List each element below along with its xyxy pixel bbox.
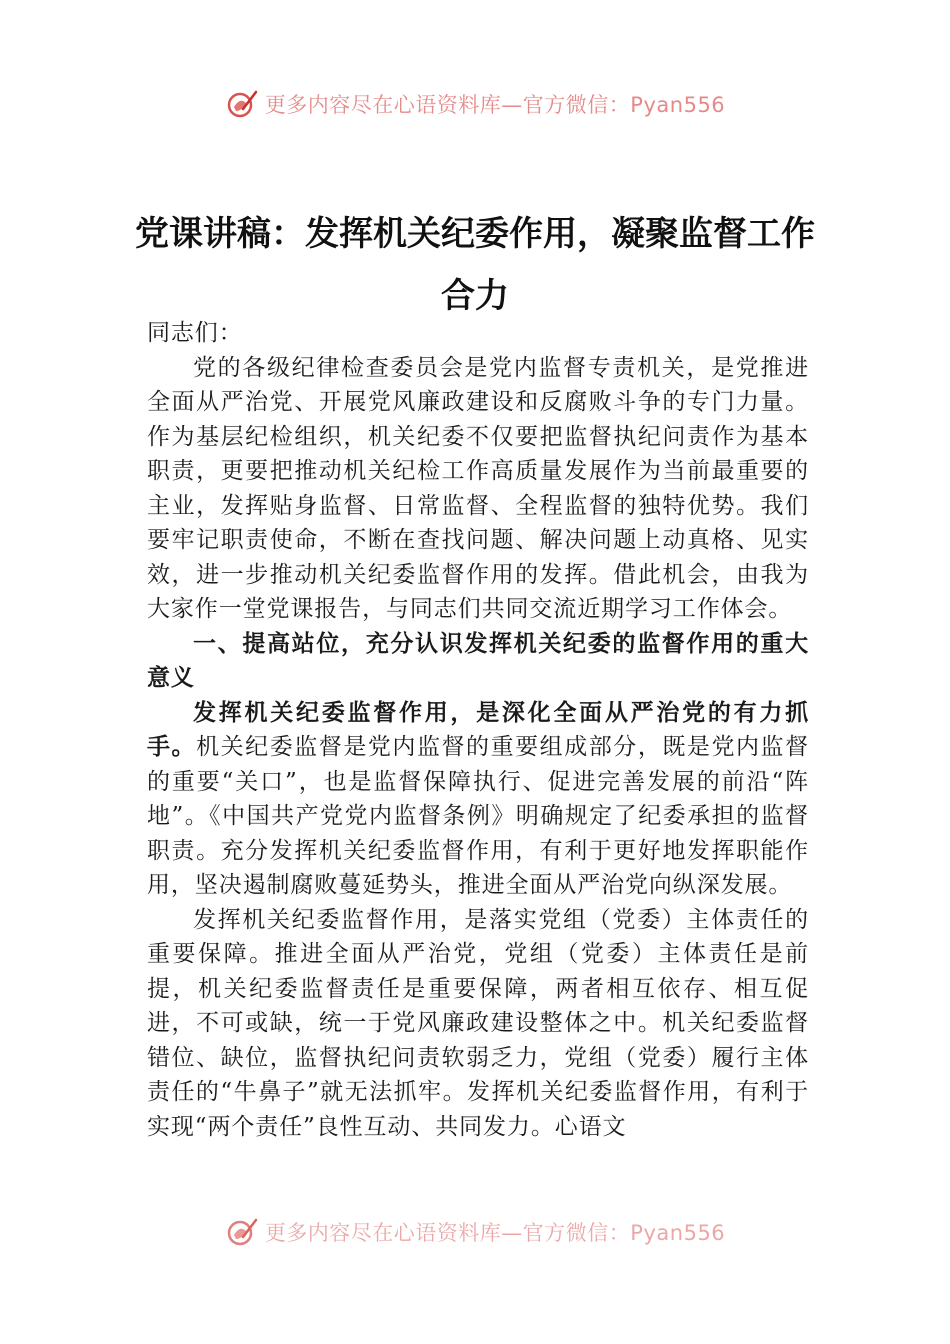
watermark-text: 更多内容尽在心语资料库—官方微信：Pyan556 — [264, 1221, 726, 1245]
document-title: 党课讲稿：发挥机关纪委作用，凝聚监督工作合力 — [135, 213, 815, 316]
watermark-footer — [0, 1212, 950, 1252]
paragraph-2 — [147, 696, 809, 903]
document-body — [147, 316, 809, 1144]
pen-logo-icon — [225, 87, 259, 121]
paragraph-3: 发挥机关纪委监督作用，是落实党组（党委）主体责任的重要保障。推进全面从严治党，党组（党委）主体责任是前提，机关纪委监督责任是重要保障，两者相互依存、相互促进，不可或缺，统一于党风廉政建设整体之中。机关纪委监督错位、缺位，监督执纪问责软弱乏力，党组（党委）履行主体责任的“牛鼻子”就无法抓牢。发挥机关纪委监督作用，有利于实现“两个责任”良性互动、共同发力。心语文 — [147, 906, 809, 1140]
watermark-text: 更多内容尽在心语资料库—官方微信：Pyan556 — [264, 93, 726, 117]
paragraph-1: 党的各级纪律检查委员会是党内监督专责机关，是党推进全面从严治党、开展党风廉政建设和反腐败斗争的专门力量。作为基层纪检组织，机关纪委不仅要把监督执纪问责作为基本职责，更要把推动机关纪检工作高质量发展作为当前最重要的主业，发挥贴身监督、日常监督、全程监督的独特优势。我们要牢记职责使命，不断在查找问题、解决问题上动真格、见实效，进一步推动机关纪委监督作用的发挥。借此机会，由我为大家作一堂党课报告，与同志们共同交流近期学习工作体会。 — [147, 354, 809, 622]
watermark-header — [0, 84, 950, 124]
section-heading-1: 一、提高站位，充分认识发挥机关纪委的监督作用的重大意义 — [147, 630, 809, 691]
pen-logo-icon — [225, 1215, 259, 1249]
paragraph-2-lead: 发挥机关纪委监督作用，是深化全面从严治党的有力抓手。 — [147, 699, 809, 760]
paragraph-2-body: 机关纪委监督是党内监督的重要组成部分，既是党内监督的重要“关口”，也是监督保障执行、促进完善发展的前沿“阵地”。《中国共产党党内监督条例》明确规定了纪委承担的监督职责。充分发挥机关纪委监督作用，有利于更好地发挥职能作用，坚决遏制腐败蔓延势头，推进全面从严治党向纵深发展。 — [147, 734, 809, 898]
greeting: 同志们： — [147, 320, 243, 346]
